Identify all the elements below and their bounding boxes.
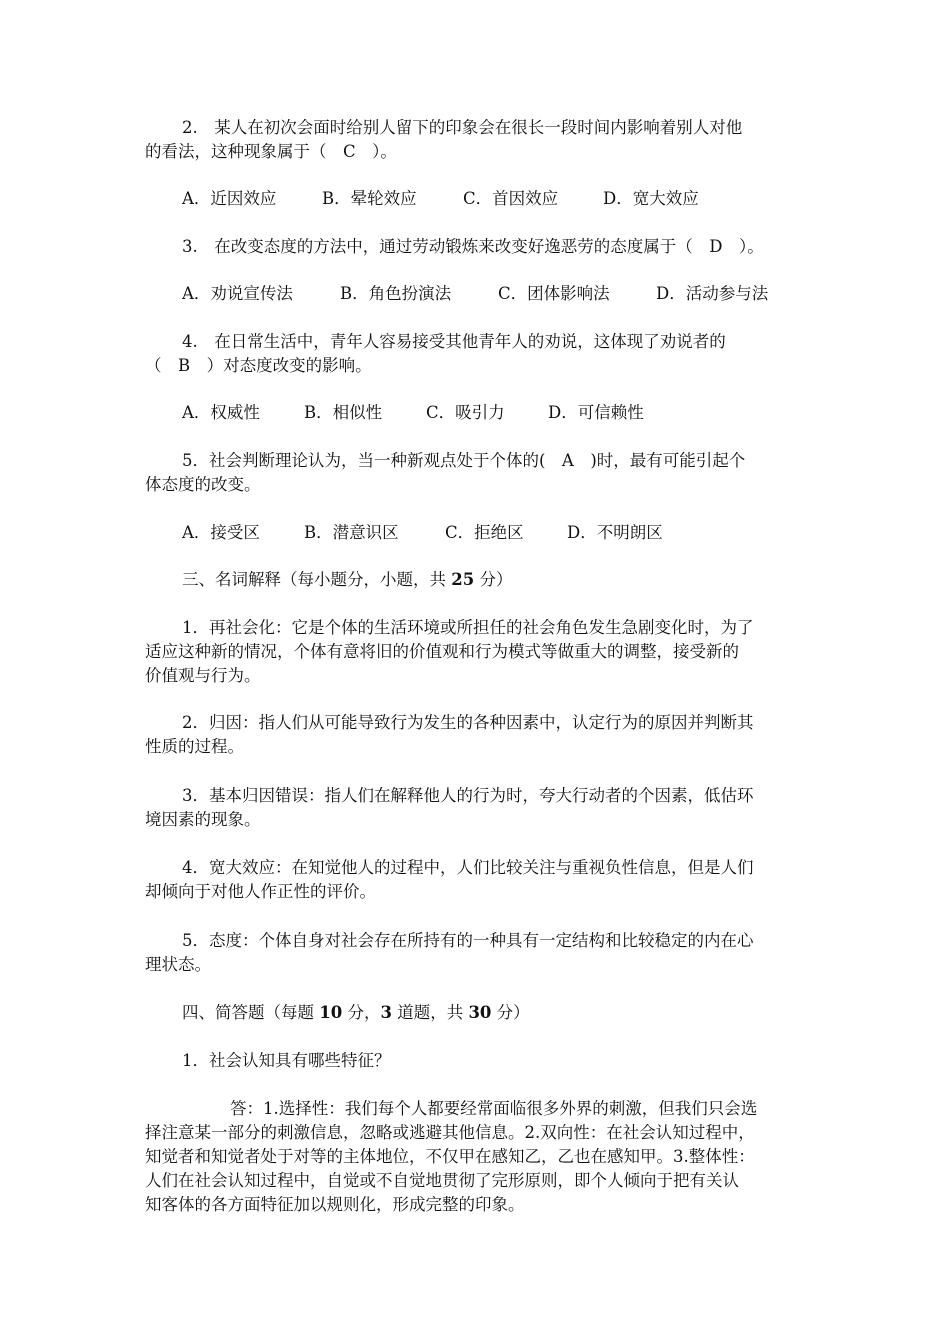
term-2-line-1: 2．归因：指人们从可能导致行为发生的各种因素中，认定行为的原因并判断其	[182, 713, 754, 732]
term-definition-1	[145, 616, 810, 688]
question-5-line-2: 体态度的改变。	[145, 475, 261, 494]
option-c: C．吸引力	[426, 403, 505, 422]
section-4-text-3: 道题，共	[391, 1003, 469, 1022]
section-3-score: 25	[451, 570, 475, 589]
section-4-text-4: 分）	[491, 1003, 530, 1022]
term-1-line-1: 1．再社会化：它是个体的生活环境或所担任的社会角色发生急剧变化时，为了	[182, 618, 754, 637]
section-4-total-score: 30	[468, 1003, 492, 1022]
option-b: B．角色扮演法	[340, 284, 452, 303]
question-4-line-2: （ B ）对态度改变的影响。	[145, 356, 372, 375]
short-answer-1-question: 1．社会认知具有哪些特征？	[182, 1051, 391, 1070]
answer-line-3: 知觉者和知觉者处于对等的主体地位，不仅甲在感知乙，乙也在感知甲。3.整体性：	[145, 1147, 755, 1166]
question-4-options	[182, 401, 644, 425]
option-d: D．可信赖性	[548, 403, 644, 422]
term-definition-5	[145, 929, 810, 977]
term-definition-2	[145, 711, 810, 759]
question-3-line-1: 3. 在改变态度的方法中，通过劳动锻炼来改变好逸恶劳的态度属于（ D ）。	[182, 237, 764, 256]
term-definition-3	[145, 784, 810, 832]
section-4-question-count: 3	[380, 1003, 392, 1022]
option-d: D．宽大效应	[603, 189, 699, 208]
question-2	[145, 116, 810, 164]
term-5-line-1: 5．态度：个体自身对社会存在所持有的一种具有一定结构和比较稳定的内在心	[182, 931, 754, 950]
option-a: A．接受区	[182, 523, 260, 542]
option-c: C．拒绝区	[445, 523, 524, 542]
option-c: C．团体影响法	[498, 284, 610, 303]
term-1-line-3: 价值观与行为。	[145, 666, 261, 685]
short-answer-1-answer	[145, 1097, 810, 1217]
term-5-line-2: 理状态。	[145, 955, 211, 974]
section-4-text-1: 四、简答题（每题	[182, 1003, 320, 1022]
question-4	[145, 330, 810, 378]
answer-line-4: 人们在社会认知过程中，自觉或不自觉地贯彻了完形原则，即个人倾向于把有关认	[145, 1171, 739, 1190]
option-c: C．首因效应	[463, 189, 559, 208]
section-4-text-2: 分，	[342, 1003, 381, 1022]
section-3-heading	[145, 568, 810, 592]
question-2-line-2: 的看法，这种现象属于（ C ）。	[145, 142, 397, 161]
question-5	[145, 449, 810, 497]
term-3-line-1: 3．基本归因错误：指人们在解释他人的行为时，夸大行动者的个因素，低估环	[182, 786, 754, 805]
section-3-heading-prefix: 三、名词解释（每小题分，小题，共	[182, 570, 452, 589]
question-3-options	[182, 282, 768, 306]
section-4-points-per-question: 10	[319, 1003, 343, 1022]
question-2-options	[182, 187, 699, 211]
question-4-line-1: 4. 在日常生活中，青年人容易接受其他青年人的劝说，这体现了劝说者的	[182, 332, 726, 351]
option-a: A．劝说宣传法	[182, 284, 293, 303]
question-5-line-1: 5．社会判断理论认为，当一种新观点处于个体的( A )时，最有可能引起个	[182, 451, 746, 470]
short-answer-question-1	[145, 1049, 810, 1073]
option-b: B．相似性	[304, 403, 383, 422]
question-3	[145, 235, 810, 259]
term-4-line-2: 却倾向于对他人作正性的评价。	[145, 882, 376, 901]
option-b: B．晕轮效应	[322, 189, 417, 208]
term-4-line-1: 4．宽大效应：在知觉他人的过程中，人们比较关注与重视负性信息，但是人们	[182, 858, 754, 877]
section-4-heading	[145, 1001, 810, 1025]
option-a: A．权威性	[182, 403, 260, 422]
question-2-line-1: 2. 某人在初次会面时给别人留下的印象会在很长一段时间内影响着别人对他	[182, 118, 743, 137]
term-1-line-2: 适应这种新的情况，个体有意将旧的价值观和行为模式等做重大的调整，接受新的	[145, 642, 739, 661]
question-5-options	[182, 521, 663, 545]
term-3-line-2: 境因素的现象。	[145, 810, 261, 829]
answer-line-5: 知客体的各方面特征加以规则化，形成完整的印象。	[145, 1195, 525, 1214]
option-a: A．近因效应	[182, 189, 277, 208]
option-d: D．不明朗区	[567, 523, 663, 542]
term-2-line-2: 性质的过程。	[145, 737, 244, 756]
answer-line-2: 择注意某一部分的刺激信息，忽略或逃避其他信息。2.双向性：在社会认知过程中，	[145, 1123, 755, 1142]
option-b: B．潜意识区	[304, 523, 399, 542]
answer-line-1: 答：1.选择性：我们每个人都要经常面临很多外界的刺激，但我们只会选	[230, 1099, 758, 1118]
option-d: D．活动参与法	[656, 284, 769, 303]
term-definition-4	[145, 856, 810, 904]
section-3-heading-suffix: 分）	[474, 570, 513, 589]
